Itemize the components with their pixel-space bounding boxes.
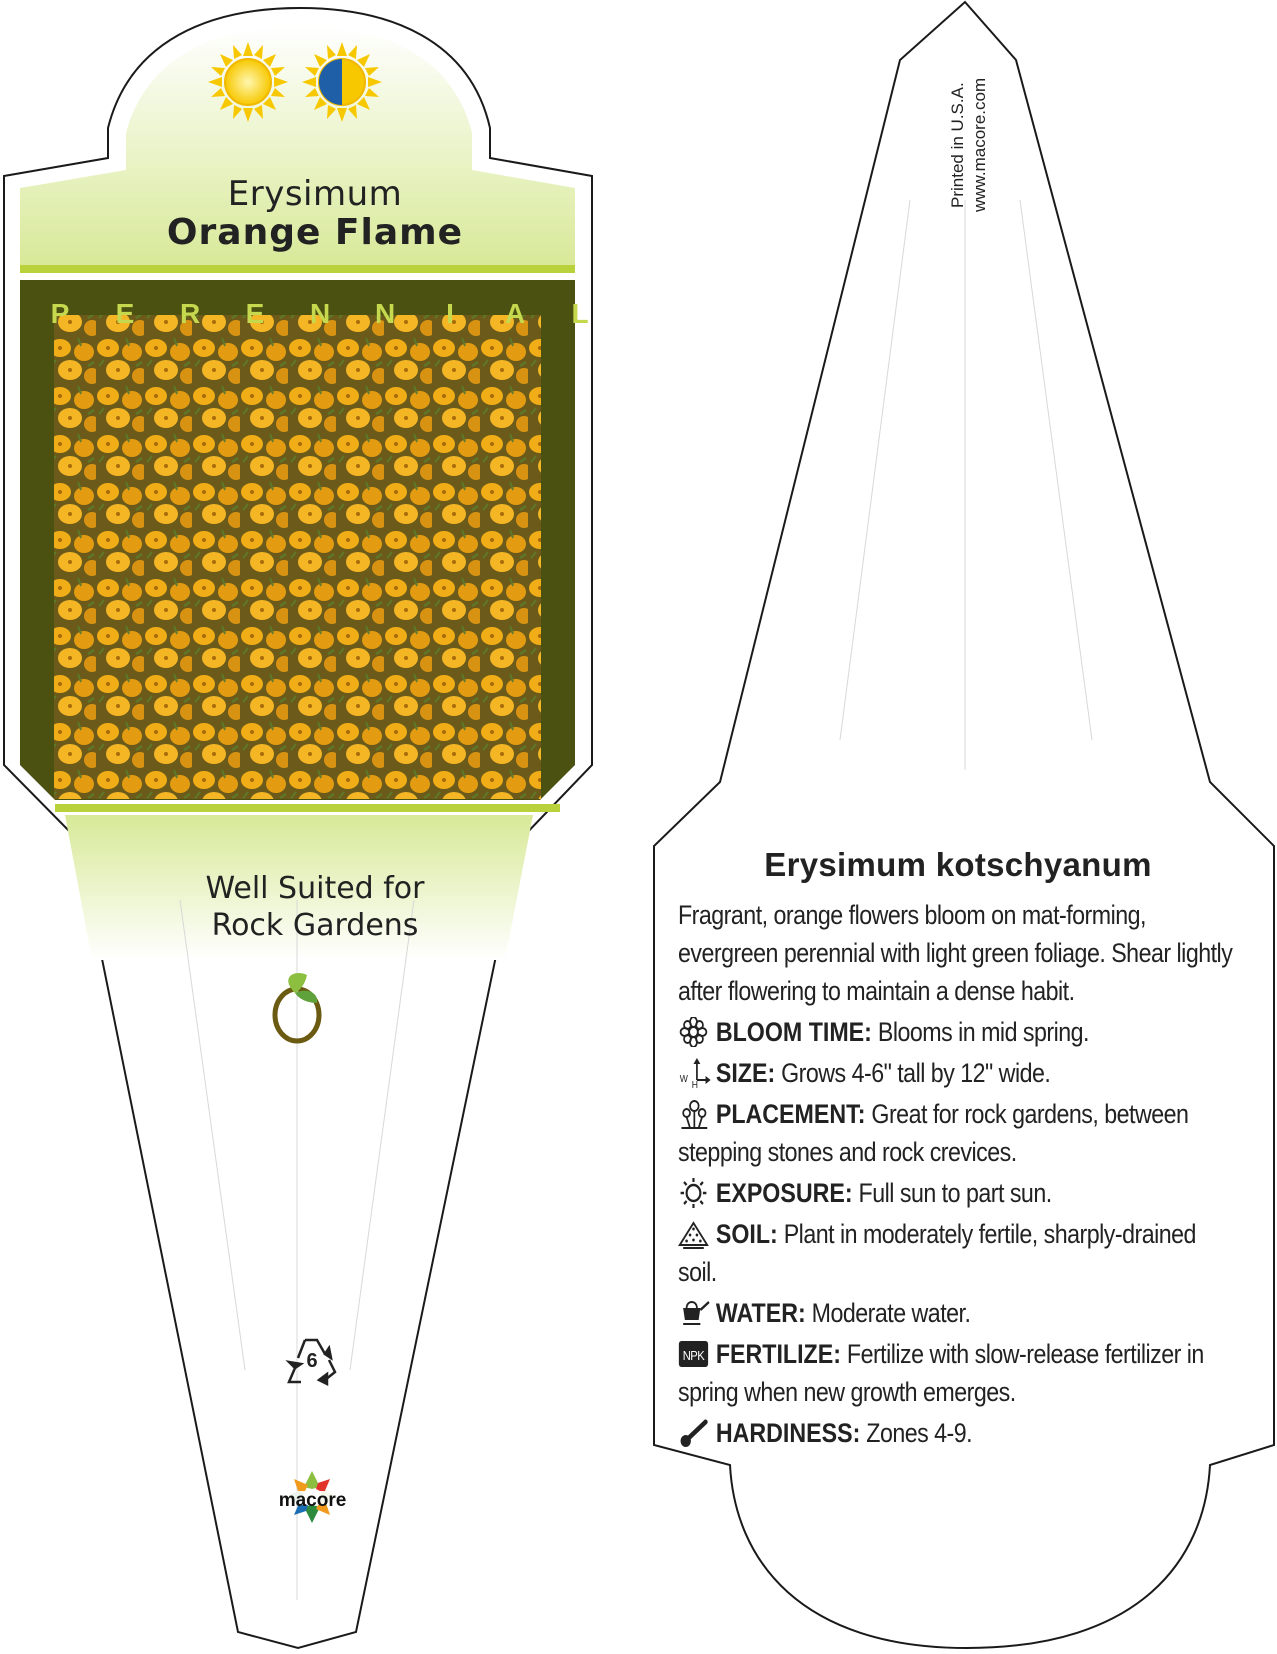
fertilize-text: Fertilize with slow-release fertilizer in spring when new growth emerges. [678, 1339, 1204, 1407]
size-h-letter: H [691, 1079, 698, 1088]
category-letter: R [180, 298, 201, 329]
brand-name: macore [278, 1490, 347, 1511]
size-w-letter: W [679, 1073, 688, 1085]
category-letter: A [505, 298, 526, 329]
size-text: Grows 4-6" tall by 12" wide. [781, 1058, 1051, 1088]
npk-text: NPK [682, 1348, 705, 1364]
recycle-number: 6 [306, 1350, 318, 1372]
size-label: SIZE: [715, 1058, 776, 1088]
feature-line-2: Rock Gardens [211, 908, 419, 943]
care-size [678, 1054, 1237, 1092]
light-stripe-top [20, 265, 575, 273]
feature-text [80, 870, 550, 944]
thermometer-icon [678, 1418, 711, 1448]
plant-genus: Erysimum [227, 174, 403, 214]
care-soil [678, 1215, 1237, 1291]
care-text [678, 896, 1237, 1452]
category-letter: N [310, 298, 331, 329]
placement-plants-icon [678, 1099, 711, 1129]
soil-pile-icon [678, 1219, 711, 1249]
hardiness-text: Zones 4-9. [866, 1418, 973, 1448]
placement-text: Great for rock gardens, between stepping stones and rock crevices. [678, 1099, 1189, 1167]
sun-outline-icon [678, 1178, 711, 1208]
bloom-label: BLOOM TIME: [715, 1017, 872, 1047]
flower-photo [54, 315, 541, 799]
soil-label: SOIL: [715, 1219, 778, 1249]
light-stripe-bottom [55, 804, 560, 812]
category-letter: N [375, 298, 396, 329]
part-sun-icon [302, 42, 382, 122]
care-fertilize [678, 1335, 1237, 1411]
soil-text: Plant in moderately fertile, sharply-drained soil. [678, 1219, 1196, 1287]
watering-can-icon [678, 1298, 711, 1328]
feature-line-1: Well Suited for [205, 871, 425, 906]
size-arrows-icon [678, 1058, 711, 1088]
category-letter: P [50, 298, 70, 329]
category-letter: L [571, 298, 589, 329]
flower-bloom-icon [678, 1017, 711, 1047]
hardiness-label: HARDINESS: [715, 1418, 861, 1448]
water-label: WATER: [715, 1298, 806, 1328]
care-exposure [678, 1174, 1237, 1212]
website: www.macore.com [970, 77, 989, 212]
care-placement [678, 1095, 1237, 1171]
exposure-text: Full sun to part sun. [858, 1178, 1052, 1208]
npk-fertilizer-icon [678, 1339, 711, 1369]
category-letter: E [115, 298, 135, 329]
fertilize-label: FERTILIZE: [715, 1339, 841, 1369]
care-water [678, 1294, 1237, 1332]
bloom-text: Blooms in mid spring. [877, 1017, 1089, 1047]
care-panel [678, 846, 1238, 1452]
category-letter: E [245, 298, 265, 329]
category-label [50, 298, 590, 330]
exposure-label: EXPOSURE: [715, 1178, 853, 1208]
printed-in-usa: Printed in U.S.A. [948, 82, 967, 208]
description: Fragrant, orange flowers bloom on mat-forming, evergreen perennial with light green foliage. Shear lightly after flowering to maintain a dense habit. [678, 900, 1233, 1006]
water-text: Moderate water. [811, 1298, 971, 1328]
care-hardiness [678, 1414, 1237, 1452]
category-letter: I [446, 298, 454, 329]
care-bloom-time [678, 1013, 1237, 1051]
full-sun-icon [208, 42, 288, 122]
scientific-name: Erysimum kotschyanum [764, 846, 1152, 883]
plant-variety: Orange Flame [166, 212, 464, 253]
placement-label: PLACEMENT: [715, 1099, 866, 1129]
